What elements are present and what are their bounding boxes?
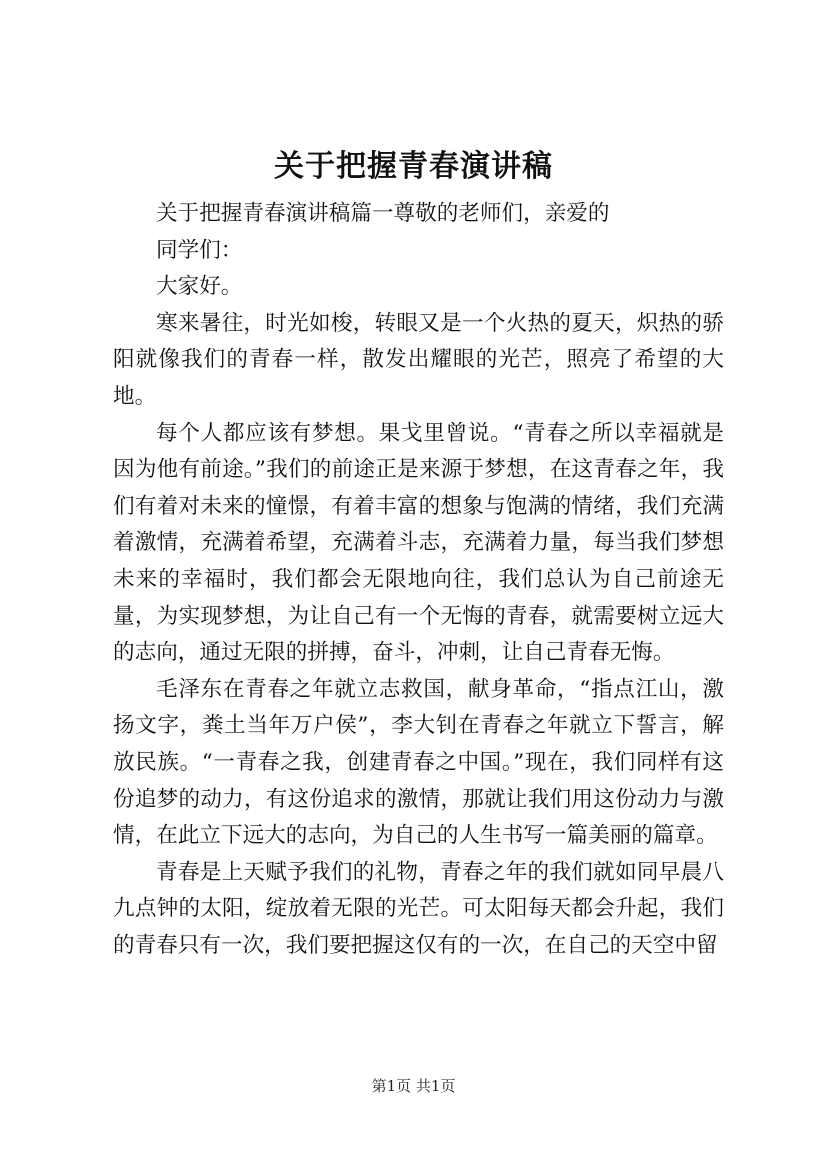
paragraph: 同学们： [156, 237, 243, 263]
paragraph: 大家好。 [156, 274, 243, 300]
document-title: 关于把握青春演讲稿 [274, 149, 553, 184]
paragraph: 每个人都应该有梦想。果戈里曾说。“青春之所以幸福就是因为他有前途。”我们的前途正是来源于梦想，在这青春之年，我们有着对未来的憧憬，有着丰富的想象与饱满的情绪，我们充满着激情，充满着希望，充满着斗志，充满着力量，每当我们梦想未来的幸福时，我们都会无限地向往，我们总认为自己前途无量，为实现梦想，为让自己有一个无悔的青春，就需要树立远大的志向，通过无限的拼搏，奋斗，冲刺，让自己青春无悔。 [113, 420, 724, 666]
paragraph: 关于把握青春演讲稿篇一尊敬的老师们，亲爱的 [156, 201, 610, 226]
paragraph: 寒来暑往，时光如梭，转眼又是一个火热的夏天，炽热的骄阳就像我们的青春一样，散发出耀眼的光芒，照亮了希望的大地。 [113, 310, 724, 409]
paragraph: 毛泽东在青春之年就立志救国，献身革命，“指点江山，激扬文字，粪土当年万户侯”，李大钊在青春之年就立下誓言，解放民族。“一青春之我，创建青春之中国。”现在，我们同样有这份追梦的动力，有这份追求的激情，那就让我们用这份动力与激情，在此立下远大的志向，为自己的人生书写一篇美丽的篇章。 [113, 676, 724, 849]
page-footer: 第1页 共1页 [371, 1077, 456, 1095]
document-body [113, 196, 724, 964]
paragraph: 青春是上天赋予我们的礼物，青春之年的我们就如同早晨八九点钟的太阳，绽放着无限的光芒。可太阳每天都会升起，我们的青春只有一次，我们要把握这仅有的一次，在自己的天空中留 [113, 859, 724, 958]
